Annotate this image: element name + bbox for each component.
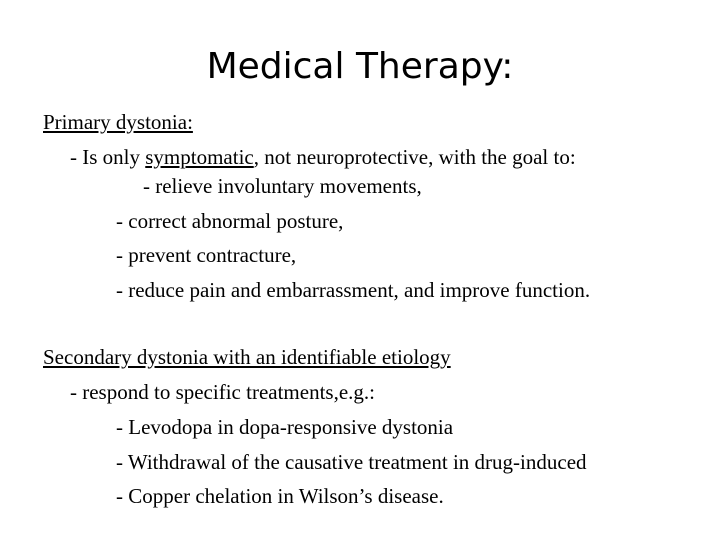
primary-goal-item: - reduce pain and embarrassment, and improve function. xyxy=(116,278,591,302)
primary-heading: Primary dystonia: xyxy=(43,110,193,134)
primary-intro-suffix: , not neuroprotective, with the goal to: xyxy=(253,145,576,169)
primary-intro xyxy=(70,145,576,169)
primary-goal-item: - prevent contracture, xyxy=(116,243,297,267)
secondary-treatment-item: - Levodopa in dopa-responsive dystonia xyxy=(116,415,454,439)
slide-title: Medical Therapy: xyxy=(206,46,514,87)
primary-intro-prefix: - Is only xyxy=(70,145,146,169)
secondary-treatment-item: - Withdrawal of the causative treatment in drug-induced xyxy=(116,450,587,474)
secondary-intro: - respond to specific treatments,e.g.: xyxy=(70,380,375,404)
secondary-heading: Secondary dystonia with an identifiable etiology xyxy=(43,345,451,369)
primary-goal-item: - correct abnormal posture, xyxy=(116,209,344,233)
secondary-treatment-item: - Copper chelation in Wilson’s disease. xyxy=(116,484,444,508)
primary-intro-emphasis: symptomatic xyxy=(145,145,254,169)
primary-goal-item: - relieve involuntary movements, xyxy=(143,174,422,198)
